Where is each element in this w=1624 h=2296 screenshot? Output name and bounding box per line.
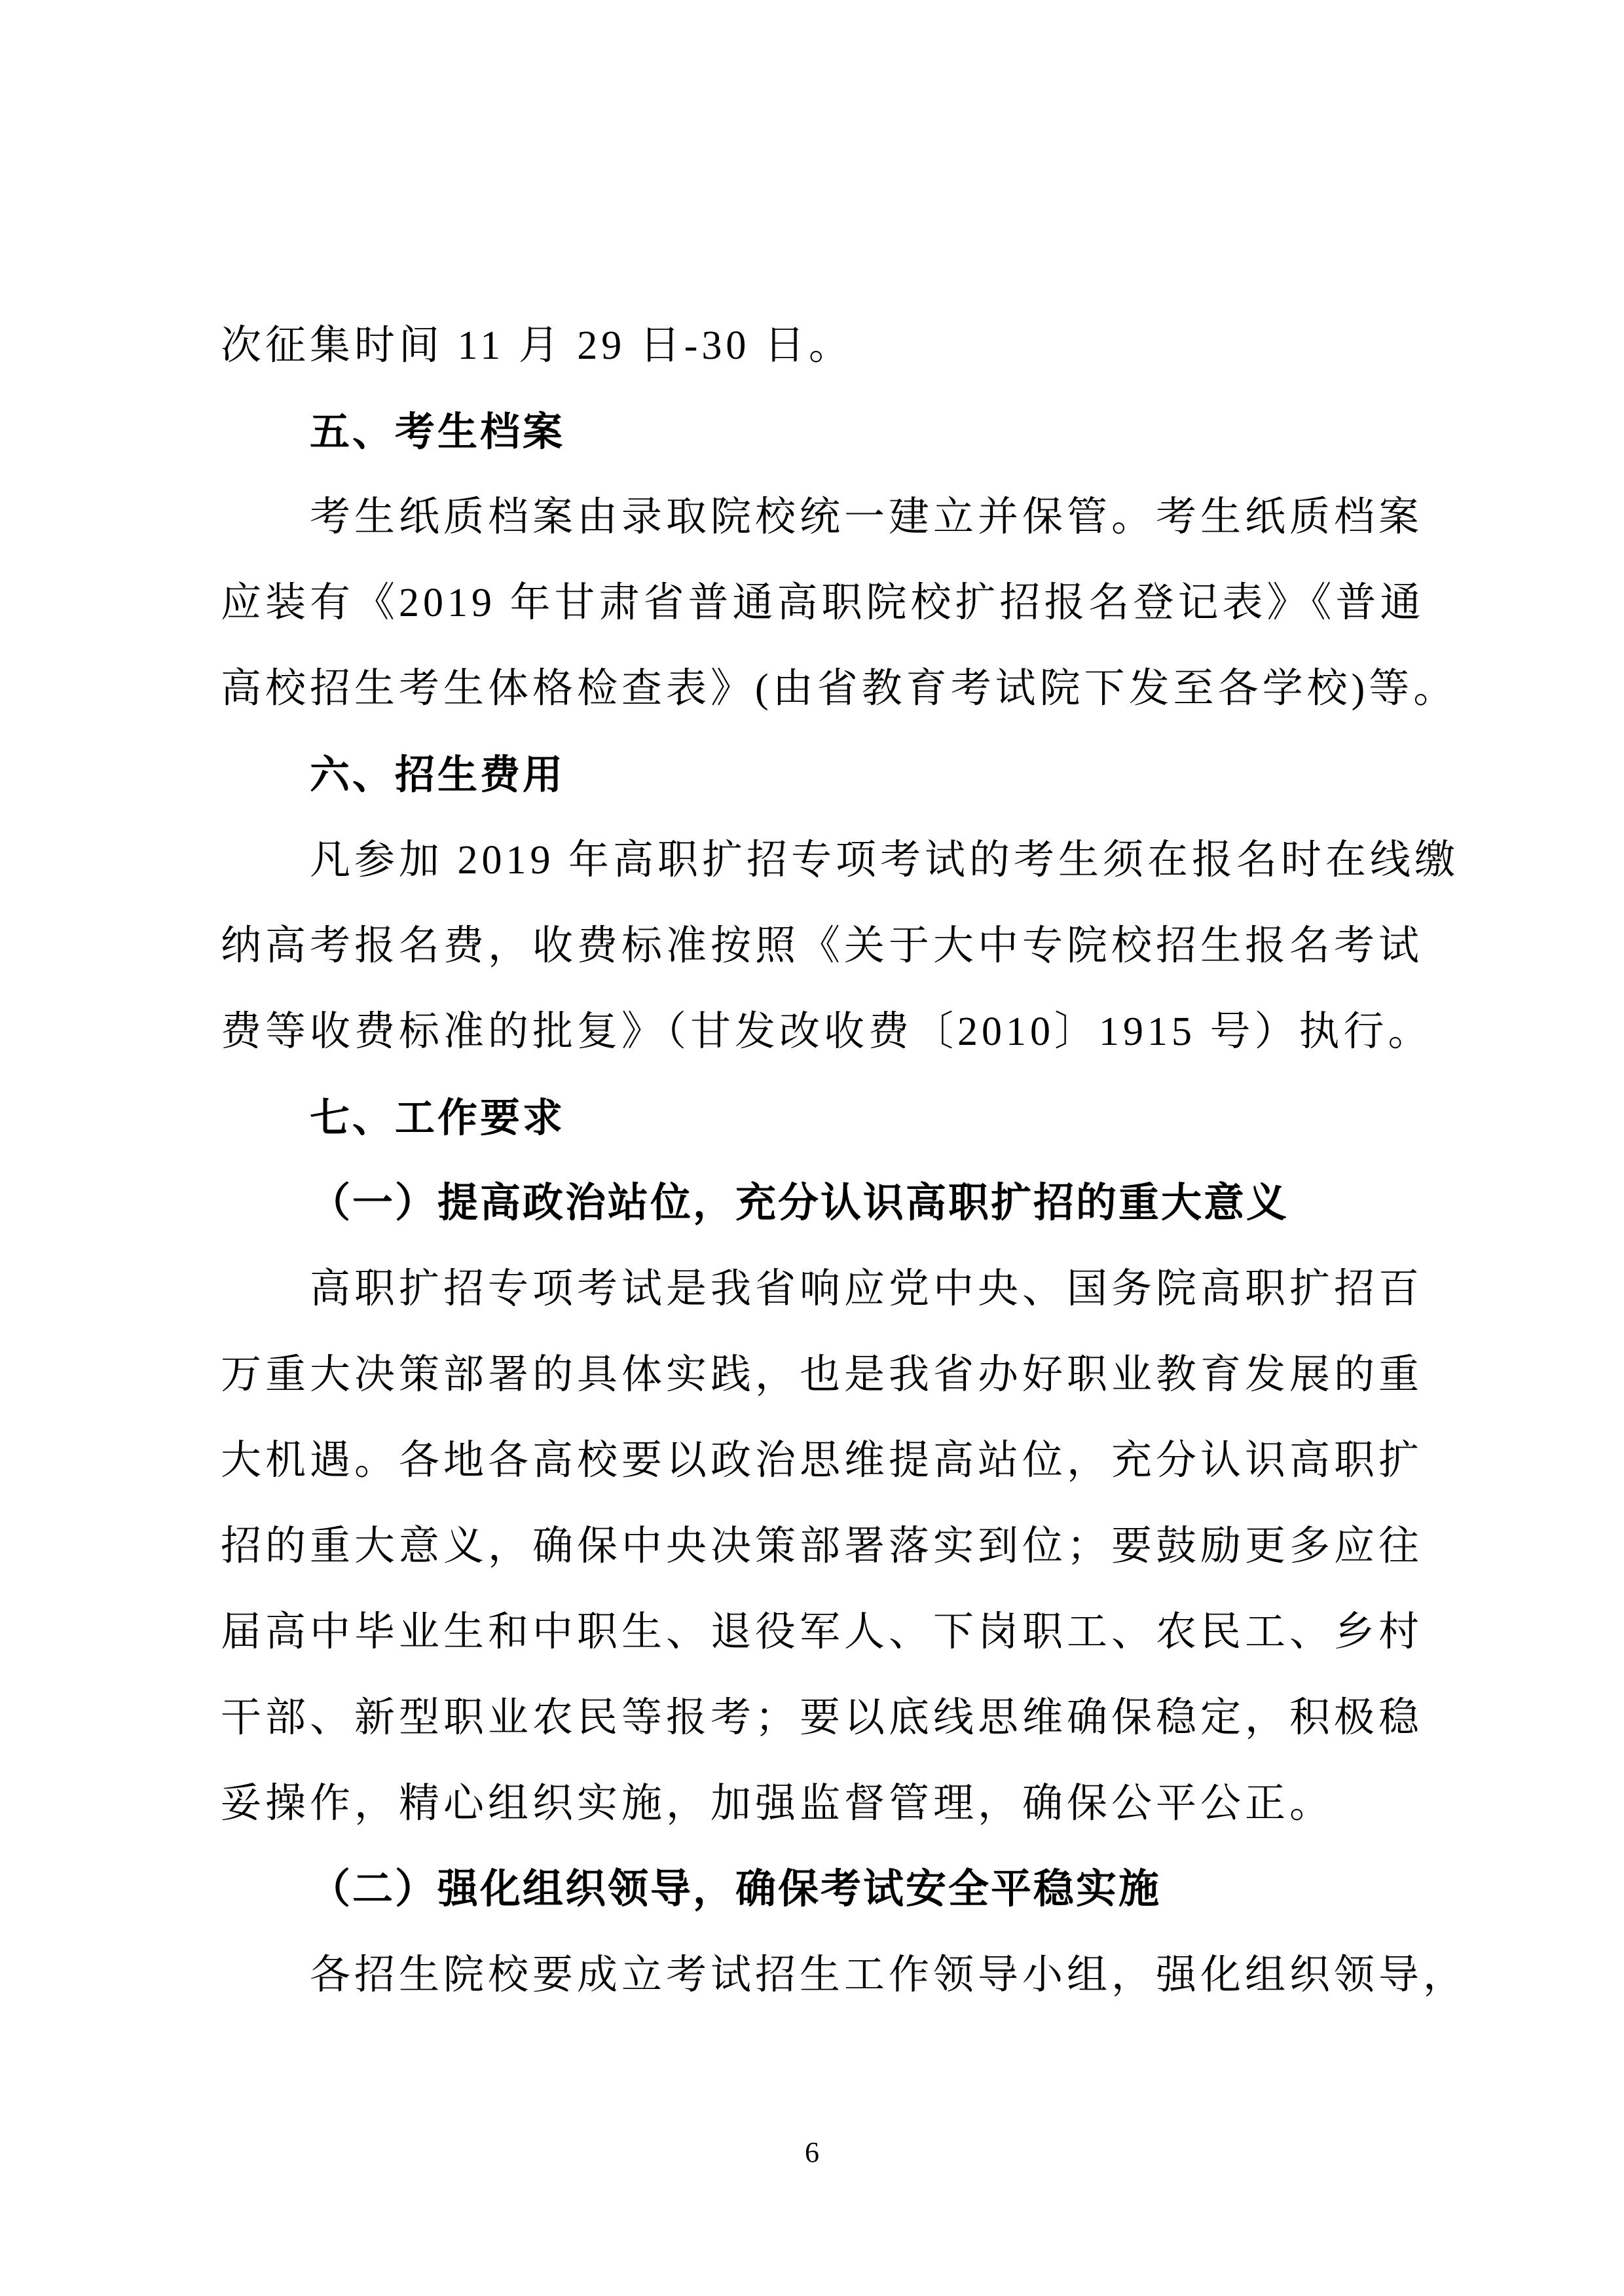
body-line: 高职扩招专项考试是我省响应党中央、国务院高职扩招百 xyxy=(310,1267,1424,1311)
page-number: 6 xyxy=(805,2136,819,2168)
body-line: 招的重大意义，确保中央决策部署落实到位；要鼓励更多应往 xyxy=(221,1524,1424,1569)
body-line: 纳高考报名费，收费标准按照《关于大中专院校招生报名考试 xyxy=(221,924,1424,968)
subsection-heading-1: （一）提高政治站位，充分认识高职扩招的重大意义 xyxy=(310,1181,1289,1226)
section-heading-7: 七、工作要求 xyxy=(310,1095,566,1140)
body-line: 凡参加 2019 年高职扩招专项考试的考生须在报名时在线缴 xyxy=(310,838,1460,883)
body-line: 妥操作，精心组织实施，加强监督管理，确保公平公正。 xyxy=(221,1781,1335,1826)
body-line: 应装有《2019 年甘肃省普通高职院校扩招报名登记表》《普通 xyxy=(221,581,1425,625)
section-heading-5: 五、考生档案 xyxy=(310,409,566,454)
body-line: 费等收费标准的批复》（甘发改收费〔2010〕1915 号）执行。 xyxy=(221,1010,1433,1054)
body-line: 高校招生考生体格检查表》(由省教育考试院下发至各学校)等。 xyxy=(221,666,1458,711)
subsection-heading-2: （二）强化组织领导，确保考试安全平稳实施 xyxy=(310,1867,1162,1912)
body-line: 万重大决策部署的具体实践，也是我省办好职业教育发展的重 xyxy=(221,1353,1424,1397)
body-line: 考生纸质档案由录取院校统一建立并保管。考生纸质档案 xyxy=(310,495,1424,539)
section-heading-6: 六、招生费用 xyxy=(310,752,566,797)
body-line: 干部、新型职业农民等报考；要以底线思维确保稳定，积极稳 xyxy=(221,1696,1424,1740)
document-body xyxy=(221,303,1468,2018)
body-line: 大机遇。各地各高校要以政治思维提高站位，充分认识高职扩 xyxy=(221,1438,1424,1483)
body-line: 各招生院校要成立考试招生工作领导小组，强化组织领导， xyxy=(310,1953,1468,1997)
body-line: 次征集时间 11 月 29 日-30 日。 xyxy=(221,323,853,368)
body-line: 届高中毕业生和中职生、退役军人、下岗职工、农民工、乡村 xyxy=(221,1610,1424,1654)
